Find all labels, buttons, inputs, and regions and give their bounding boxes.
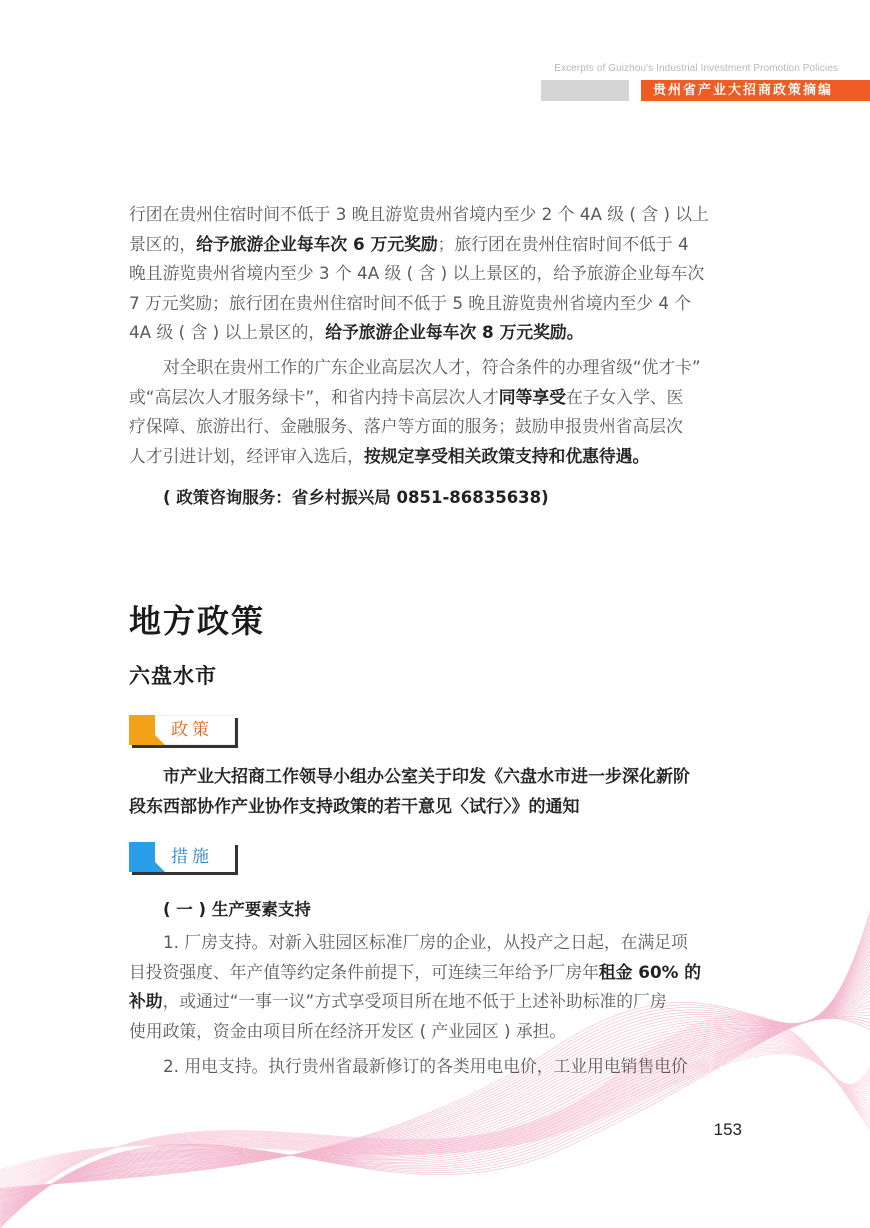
paragraph-factory-support <box>129 928 743 1046</box>
text-line: 1. 厂房支持。对新入驻园区标准厂房的企业，从投产之日起，在满足项 <box>163 932 688 952</box>
text-line: 4A 级 ( 含 ) 以上景区的，给予旅游企业每车次 8 万元奖励。 <box>129 322 584 342</box>
text-line: 晚且游览贵州省境内至少 3 个 4A 级 ( 含 ) 以上景区的，给予旅游企业每车次 <box>129 263 705 283</box>
text-line: 人才引进计划，经评审入选后，按规定享受相关政策支持和优惠待遇。 <box>129 445 650 466</box>
city-heading: 六盘水市 <box>129 664 217 688</box>
header-english-title: Excerpts of Guizhou's Industrial Investment Promotion Policies <box>554 63 838 74</box>
text-line: 或“高层次人才服务绿卡”，和省内持卡高层次人才同等享受在子女入学、医 <box>129 386 684 407</box>
header-grey-bar <box>541 80 629 101</box>
wave-line <box>0 1016 870 1218</box>
wave-line <box>0 1018 870 1216</box>
highlight-text: 按规定享受相关政策支持和优惠待遇。 <box>363 445 650 466</box>
highlight-text: 租金 60% 的 <box>598 961 702 982</box>
text-line: 对全职在贵州工作的广东企业高层次人才，符合条件的办理省级“优才卡” <box>163 357 701 377</box>
text-line: 7 万元奖励；旅行团在贵州住宿时间不低于 5 晚且游览贵州省境内至少 4 个 <box>129 292 692 313</box>
text-line: 市产业大招商工作领导小组办公室关于印发《六盘水市进一步深化新阶 <box>163 767 690 787</box>
paragraph-electricity-support <box>129 1052 743 1082</box>
paragraph-tourism-reward <box>129 200 743 348</box>
policy-tag-label: 政策 <box>171 720 213 740</box>
highlight-text: 补助 <box>129 991 163 1011</box>
policy-contact: ( 政策咨询服务：省乡村振兴局 0851-86835638) <box>163 488 549 507</box>
highlight-text: 同等享受 <box>498 386 566 407</box>
highlight-text: 给予旅游企业每车次 8 万元奖励。 <box>325 322 584 342</box>
notice-title <box>129 762 743 822</box>
wave-line <box>0 1020 870 1214</box>
highlight-text: 给予旅游企业每车次 6 万元奖励 <box>196 233 438 254</box>
text-line: 2. 用电支持。执行贵州省最新修订的各类用电电价，工业用电销售电价 <box>163 1056 688 1076</box>
measures-tag <box>129 842 235 872</box>
policy-tag <box>129 715 235 745</box>
paragraph-talent-support <box>129 353 743 471</box>
text-line: 疗保障、旅游出行、金融服务、落户等方面的服务；鼓励申报贵州省高层次 <box>129 416 683 436</box>
text-line: 行团在贵州住宿时间不低于 3 晚且游览贵州省境内至少 2 个 4A 级 ( 含 ) 以上 <box>129 204 709 224</box>
wave-line <box>0 1021 870 1212</box>
text-line: 补助，或通过“一事一议”方式享受项目所在地不低于上述补助标准的厂房 <box>129 991 667 1011</box>
header-chinese-title: 贵州省产业大招商政策摘编 <box>641 80 870 101</box>
tag-color-block <box>129 715 155 745</box>
text-line: 使用政策，资金由项目所在经济开发区 ( 产业园区 ) 承担。 <box>129 1020 567 1041</box>
section-title: 地方政策 <box>129 602 266 640</box>
page-number: 153 <box>713 1120 742 1139</box>
tag-color-block <box>129 842 155 872</box>
subsection-heading: ( 一 ) 生产要素支持 <box>163 900 311 919</box>
text-line: 景区的，给予旅游企业每车次 6 万元奖励；旅行团在贵州住宿时间不低于 4 <box>129 233 689 254</box>
text-line: 段东西部协作产业协作支持政策的若干意见〈试行〉》的通知 <box>129 797 580 817</box>
text-line: 目投资强度、年产值等约定条件前提下，可连续三年给予厂房年租金 60% 的 <box>129 961 702 982</box>
measures-tag-label: 措施 <box>171 847 213 867</box>
